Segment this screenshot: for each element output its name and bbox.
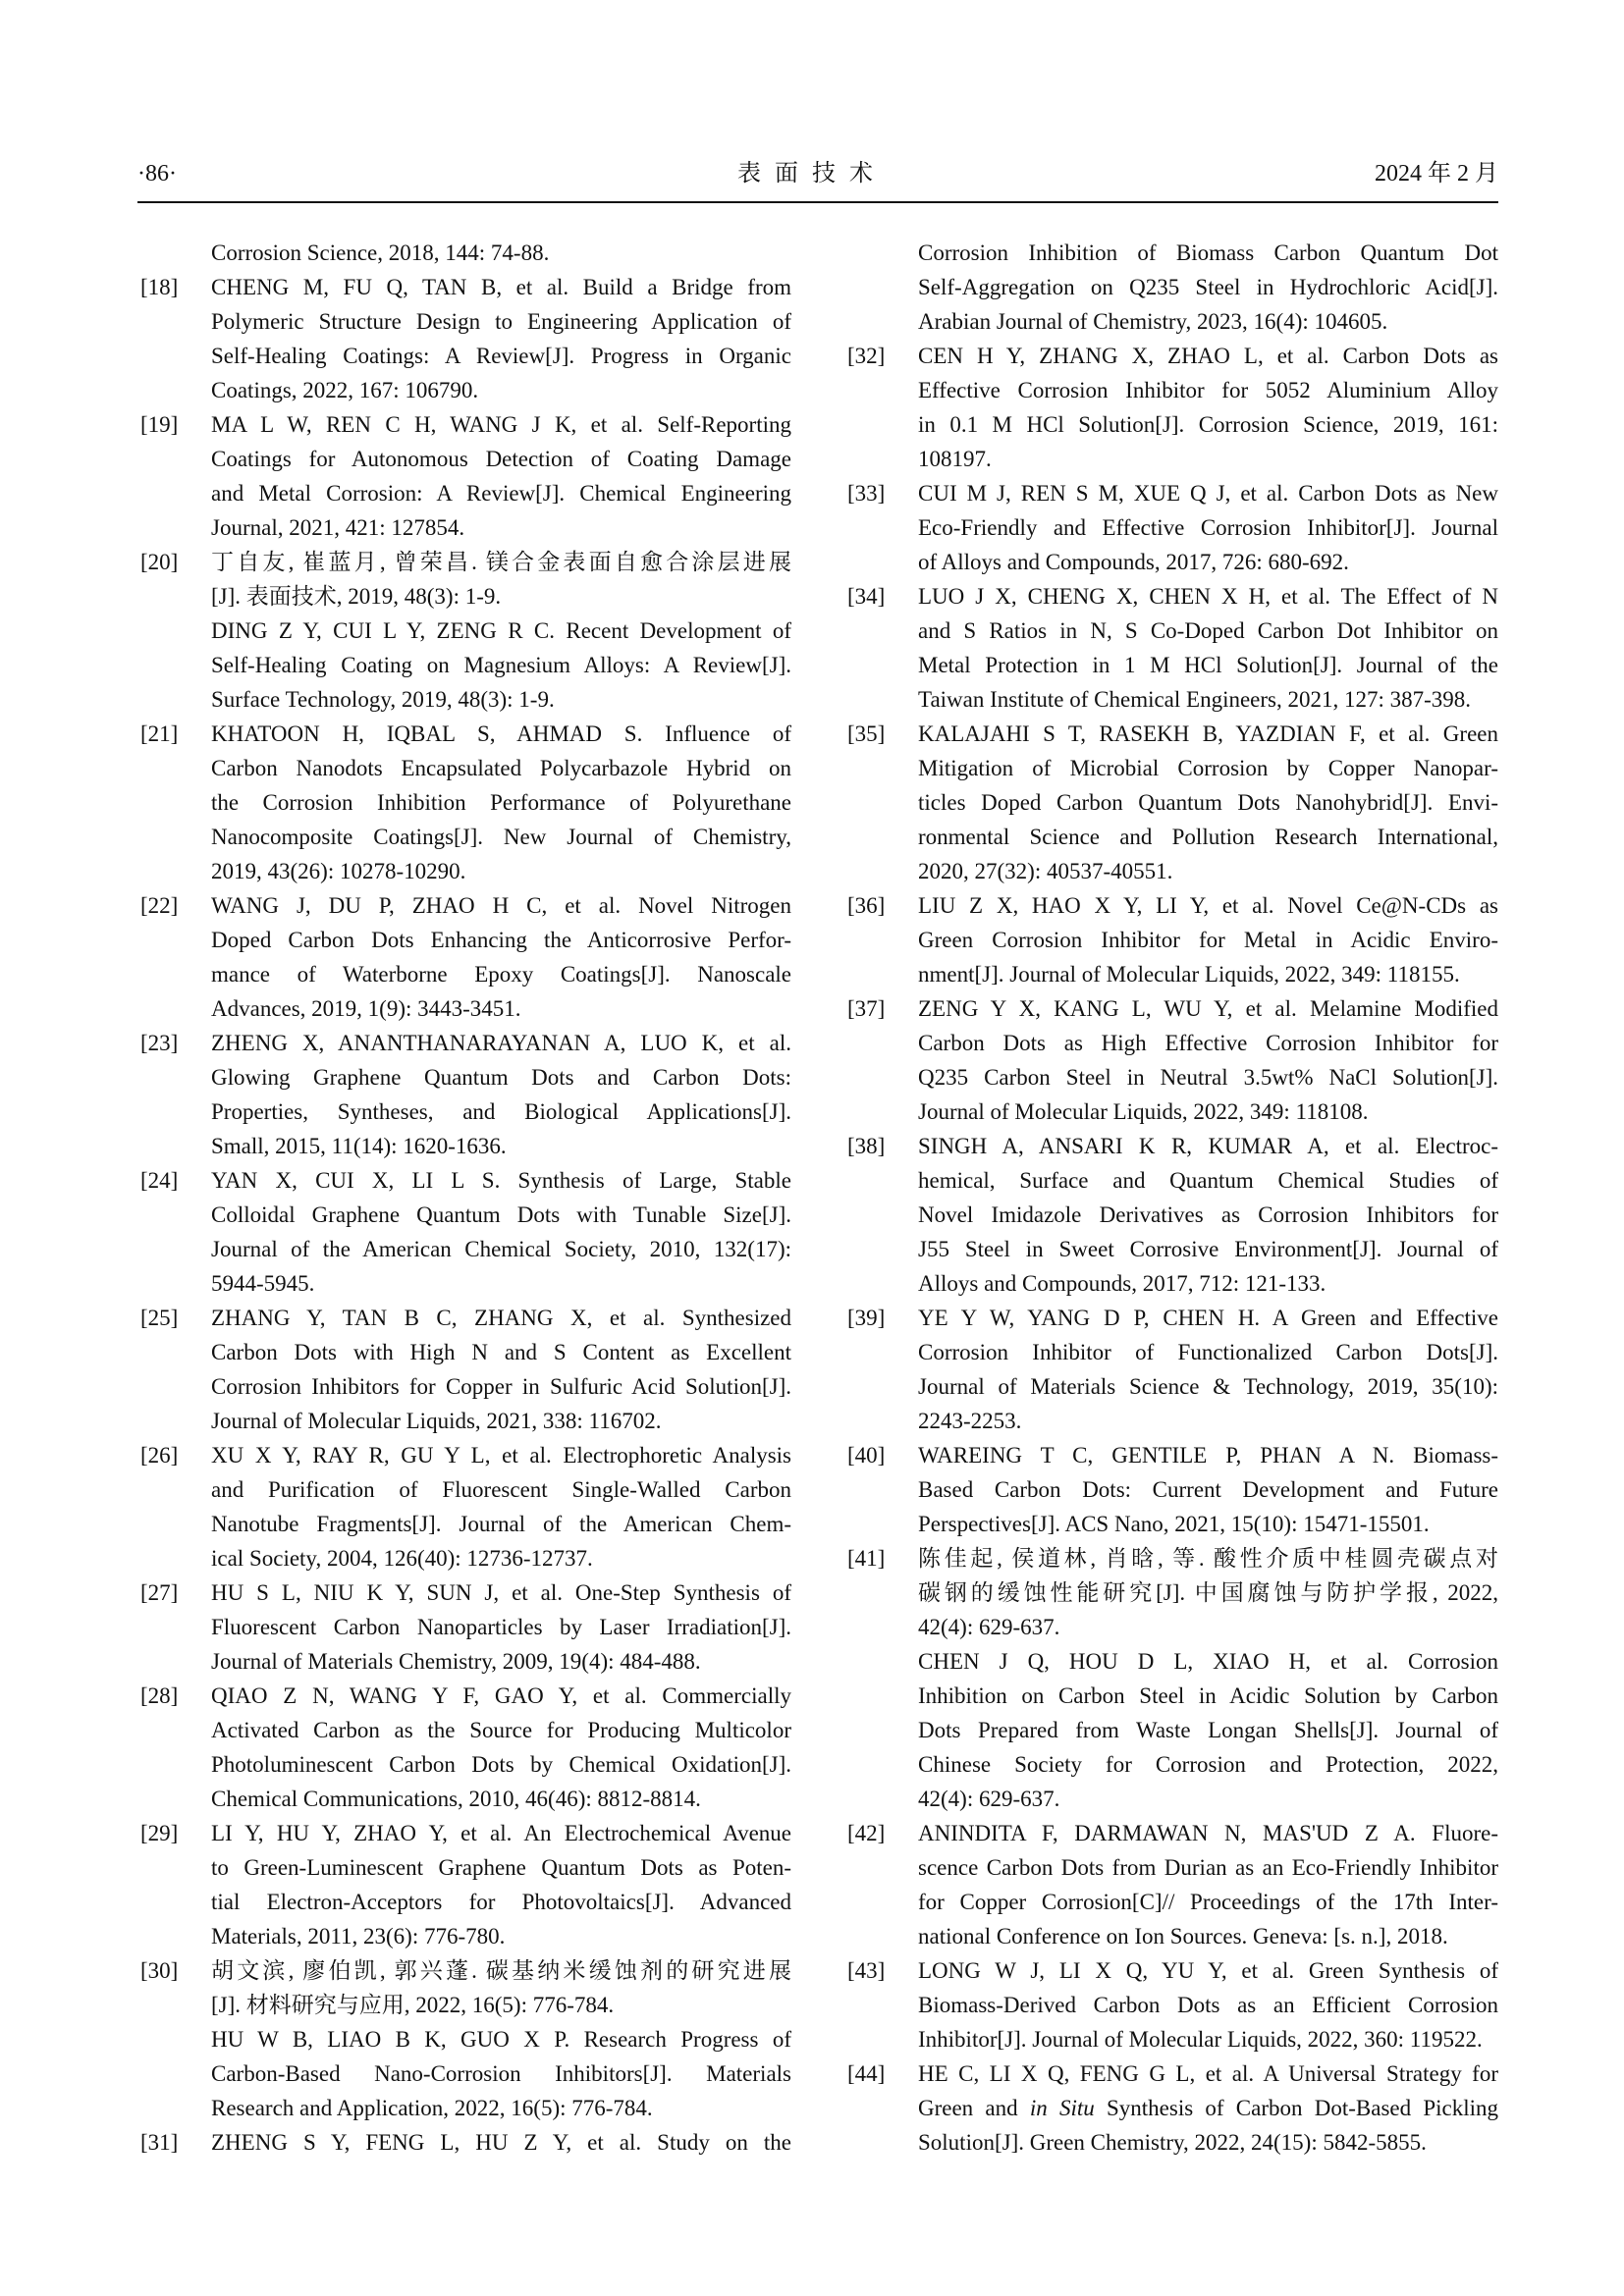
reference-number: [27]: [140, 1580, 179, 1605]
reference-line: of Alloys and Compounds, 2017, 726: 680-692.: [918, 550, 1349, 574]
reference-number: [38]: [847, 1134, 886, 1158]
issue-date: 2024 年 2 月: [1375, 161, 1498, 187]
reference-line: Coatings, 2022, 167: 106790.: [211, 378, 479, 402]
reference-line: 丁自友, 崔蓝月, 曾荣昌. 镁合金表面自愈合涂层进展: [211, 550, 791, 574]
reference-line: Corrosion Inhibitors for Copper in Sulfuric Acid Solution[J].: [211, 1374, 791, 1399]
reference-number: [22]: [140, 893, 179, 918]
reference-number: [25]: [140, 1306, 179, 1330]
reference-entry: [140, 717, 791, 888]
reference-line: Small, 2015, 11(14): 1620-1636.: [211, 1134, 507, 1158]
reference-line: national Conference on Ion Sources. Geneva: [s. n.], 2018.: [918, 1924, 1448, 1949]
reference-entry: [847, 717, 1498, 888]
reference-entry: [140, 236, 791, 270]
reference-line: Effective Corrosion Inhibitor for 5052 Aluminium Alloy: [918, 378, 1498, 402]
reference-line: HU W B, LIAO B K, GUO X P. Research Progress of: [211, 2027, 791, 2052]
reference-number: [40]: [847, 1443, 886, 1468]
reference-number: [28]: [140, 1683, 179, 1708]
reference-line: Journal, 2021, 421: 127854.: [211, 515, 465, 540]
reference-entry: [847, 579, 1498, 717]
reference-line: XU X Y, RAY R, GU Y L, et al. Electrophoretic Analysis: [211, 1443, 791, 1468]
reference-line: HE C, LI X Q, FENG G L, et al. A Universal Strategy for: [918, 2061, 1498, 2086]
page-number: ·86·: [137, 161, 177, 187]
reference-line: LI Y, HU Y, ZHAO Y, et al. An Electrochemical Avenue: [211, 1821, 791, 1845]
reference-line: Advances, 2019, 1(9): 3443-3451.: [211, 996, 521, 1021]
reference-line: QIAO Z N, WANG Y F, GAO Y, et al. Commercially: [211, 1683, 791, 1708]
header-rule: [137, 201, 1498, 203]
reference-number: [41]: [847, 1546, 886, 1571]
reference-line: for Copper Corrosion[C]// Proceedings of the 17th Inter-: [918, 1890, 1498, 1914]
reference-line: LUO J X, CHENG X, CHEN X H, et al. The Effect of N: [918, 584, 1498, 609]
reference-line: WANG J, DU P, ZHAO H C, et al. Novel Nitrogen: [211, 893, 791, 918]
reference-line: 42(4): 629-637.: [918, 1615, 1060, 1639]
reference-number: [19]: [140, 412, 179, 437]
reference-line: Dots Prepared from Waste Longan Shells[J]. Journal of: [918, 1718, 1498, 1742]
reference-number: [30]: [140, 1958, 179, 1983]
reference-entry: [847, 888, 1498, 991]
reference-line: Self-Healing Coating on Magnesium Alloys: A Review[J].: [211, 653, 791, 677]
reference-line: in 0.1 M HCl Solution[J]. Corrosion Science, 2019, 161:: [918, 412, 1498, 437]
reference-line: and Purification of Fluorescent Single-Walled Carbon: [211, 1477, 791, 1502]
reference-line: Chemical Communications, 2010, 46(46): 8812-8814.: [211, 1787, 701, 1811]
reference-number: [33]: [847, 481, 886, 506]
reference-line: Carbon Dots with High N and S Content as Excellent: [211, 1340, 791, 1364]
reference-line: Corrosion Inhibition of Biomass Carbon Quantum Dot: [918, 240, 1498, 265]
reference-line: YE Y W, YANG D P, CHEN H. A Green and Effective: [918, 1306, 1498, 1330]
reference-line: and S Ratios in N, S Co-Doped Carbon Dot Inhibitor on: [918, 618, 1498, 643]
reference-line: Biomass-Derived Carbon Dots as an Efficient Corrosion: [918, 1993, 1498, 2017]
reference-line: Journal of the American Chemical Society, 2010, 132(17):: [211, 1237, 791, 1261]
reference-entry: [140, 407, 791, 545]
reference-line: CEN H Y, ZHANG X, ZHAO L, et al. Carbon Dots as: [918, 344, 1498, 368]
reference-line: Solution[J]. Green Chemistry, 2022, 24(15): 5842-5855.: [918, 2130, 1427, 2155]
reference-line: nment[J]. Journal of Molecular Liquids, 2022, 349: 118155.: [918, 962, 1460, 987]
reference-line: 2020, 27(32): 40537-40551.: [918, 859, 1173, 883]
reference-line: ZHANG Y, TAN B C, ZHANG X, et al. Synthesized: [211, 1306, 791, 1330]
reference-line: Journal of Materials Chemistry, 2009, 19(4): 484-488.: [211, 1649, 701, 1674]
reference-entry: [140, 1953, 791, 2125]
reference-line: 2019, 43(26): 10278-10290.: [211, 859, 466, 883]
reference-line: Based Carbon Dots: Current Development and Future: [918, 1477, 1498, 1502]
reference-line: Corrosion Inhibitor of Functionalized Carbon Dots[J].: [918, 1340, 1498, 1364]
reference-entry: [140, 1679, 791, 1816]
reference-line: CUI M J, REN S M, XUE Q J, et al. Carbon Dots as New: [918, 481, 1498, 506]
reference-line: hemical, Surface and Quantum Chemical Studies of: [918, 1168, 1498, 1193]
reference-line: LONG W J, LI X Q, YU Y, et al. Green Synthesis of: [918, 1958, 1498, 1983]
reference-line: Arabian Journal of Chemistry, 2023, 16(4): 104605.: [918, 309, 1388, 334]
reference-line: ZENG Y X, KANG L, WU Y, et al. Melamine Modified: [918, 996, 1498, 1021]
reference-line: [J]. 材料研究与应用, 2022, 16(5): 776-784.: [211, 1993, 615, 2017]
reference-entry: [847, 991, 1498, 1129]
reference-line: MA L W, REN C H, WANG J K, et al. Self-Reporting: [211, 412, 791, 437]
reference-entry: [847, 476, 1498, 579]
references-column-left: [140, 236, 791, 2160]
reference-line: J55 Steel in Sweet Corrosive Environment[J]. Journal of: [918, 1237, 1498, 1261]
reference-line: Photoluminescent Carbon Dots by Chemical Oxidation[J].: [211, 1752, 791, 1777]
reference-entry: [140, 270, 791, 407]
reference-line: ronmental Science and Pollution Research International,: [918, 825, 1498, 849]
reference-number: [44]: [847, 2061, 886, 2086]
reference-line: Self-Aggregation on Q235 Steel in Hydrochloric Acid[J].: [918, 275, 1498, 299]
reference-entry: [847, 1301, 1498, 1438]
reference-line: Taiwan Institute of Chemical Engineers, 2021, 127: 387-398.: [918, 687, 1472, 712]
reference-line: 108197.: [918, 447, 992, 471]
reference-line: Carbon Dots as High Effective Corrosion Inhibitor for: [918, 1031, 1498, 1055]
reference-line: 陈佳起, 侯道林, 肖晗, 等. 酸性介质中桂圆壳碳点对: [918, 1546, 1498, 1571]
reference-text: Green and: [918, 2096, 1030, 2120]
reference-line: LIU Z X, HAO X Y, LI Y, et al. Novel Ce@N-CDs as: [918, 893, 1498, 918]
reference-number: [31]: [140, 2130, 179, 2155]
reference-line: [918, 2091, 1498, 2125]
reference-line: Journal of Materials Science & Technology, 2019, 35(10):: [918, 1374, 1498, 1399]
reference-entry: [847, 1953, 1498, 2056]
italic-text: in Situ: [1029, 2096, 1095, 2120]
reference-line: Eco-Friendly and Effective Corrosion Inhibitor[J]. Journal: [918, 515, 1498, 540]
reference-line: SINGH A, ANSARI K R, KUMAR A, et al. Electroc-: [918, 1134, 1498, 1158]
reference-line: Materials, 2011, 23(6): 776-780.: [211, 1924, 506, 1949]
reference-line: 2243-2253.: [918, 1409, 1022, 1433]
reference-line: Polymeric Structure Design to Engineering Application of: [211, 309, 791, 334]
reference-line: 碳钢的缓蚀性能研究[J]. 中国腐蚀与防护学报, 2022,: [918, 1580, 1498, 1605]
reference-line: Carbon Nanodots Encapsulated Polycarbazole Hybrid on: [211, 756, 791, 780]
reference-line: YAN X, CUI X, LI L S. Synthesis of Large, Stable: [211, 1168, 791, 1193]
reference-line: Inhibitor[J]. Journal of Molecular Liquids, 2022, 360: 119522.: [918, 2027, 1483, 2052]
reference-number: [26]: [140, 1443, 179, 1468]
reference-line: Carbon-Based Nano-Corrosion Inhibitors[J]. Materials: [211, 2061, 791, 2086]
reference-entry: [140, 1438, 791, 1575]
reference-number: [35]: [847, 721, 886, 746]
reference-line: ticles Doped Carbon Quantum Dots Nanohybrid[J]. Envi-: [918, 790, 1498, 815]
journal-title: 表面技术: [737, 161, 887, 187]
reference-number: [32]: [847, 344, 886, 368]
reference-line: Self-Healing Coatings: A Review[J]. Progress in Organic: [211, 344, 791, 368]
reference-entry: [847, 1816, 1498, 1953]
reference-line: tial Electron-Acceptors for Photovoltaics[J]. Advanced: [211, 1890, 791, 1914]
reference-number: [42]: [847, 1821, 886, 1845]
reference-line: ZHENG S Y, FENG L, HU Z Y, et al. Study on the: [211, 2130, 791, 2155]
reference-line: Journal of Molecular Liquids, 2022, 349: 118108.: [918, 1099, 1369, 1124]
reference-line: the Corrosion Inhibition Performance of Polyurethane: [211, 790, 791, 815]
reference-line: 42(4): 629-637.: [918, 1787, 1060, 1811]
reference-line: KHATOON H, IQBAL S, AHMAD S. Influence of: [211, 721, 791, 746]
reference-entry: [847, 339, 1498, 476]
reference-line: Nanotube Fragments[J]. Journal of the American Chem-: [211, 1512, 791, 1536]
reference-entry: [140, 545, 791, 717]
reference-number: [23]: [140, 1031, 179, 1055]
reference-line: Fluorescent Carbon Nanoparticles by Laser Irradiation[J].: [211, 1615, 791, 1639]
reference-line: Novel Imidazole Derivatives as Corrosion Inhibitors for: [918, 1202, 1498, 1227]
reference-line: CHENG M, FU Q, TAN B, et al. Build a Bridge from: [211, 275, 791, 299]
reference-line: Q235 Carbon Steel in Neutral 3.5wt% NaCl Solution[J].: [918, 1065, 1498, 1090]
reference-line: mance of Waterborne Epoxy Coatings[J]. Nanoscale: [211, 962, 791, 987]
reference-entry: [140, 1163, 791, 1301]
reference-line: Inhibition on Carbon Steel in Acidic Solution by Carbon: [918, 1683, 1498, 1708]
reference-line: Corrosion Science, 2018, 144: 74-88.: [211, 240, 550, 265]
reference-number: [20]: [140, 550, 179, 574]
reference-line: ANINDITA F, DARMAWAN N, MAS'UD Z A. Fluore-: [918, 1821, 1498, 1845]
reference-entry: [847, 1129, 1498, 1301]
reference-line: [J]. 表面技术, 2019, 48(3): 1-9.: [211, 584, 502, 609]
reference-line: Mitigation of Microbial Corrosion by Copper Nanopar-: [918, 756, 1498, 780]
reference-line: Doped Carbon Dots Enhancing the Anticorrosive Perfor-: [211, 928, 791, 952]
reference-entry: [140, 2125, 791, 2160]
reference-number: [36]: [847, 893, 886, 918]
reference-line: Surface Technology, 2019, 48(3): 1-9.: [211, 687, 555, 712]
reference-line: WAREING T C, GENTILE P, PHAN A N. Biomass-: [918, 1443, 1498, 1468]
reference-entry: [140, 888, 791, 1026]
reference-line: Alloys and Compounds, 2017, 712: 121-133.: [918, 1271, 1326, 1296]
reference-number: [34]: [847, 584, 886, 609]
reference-entry: [847, 1541, 1498, 1816]
reference-line: Glowing Graphene Quantum Dots and Carbon Dots:: [211, 1065, 791, 1090]
reference-number: [29]: [140, 1821, 179, 1845]
reference-entry: [847, 1438, 1498, 1541]
reference-entry: [847, 2056, 1498, 2160]
reference-line: Research and Application, 2022, 16(5): 776-784.: [211, 2096, 653, 2120]
reference-entry: [140, 1301, 791, 1438]
reference-line: ical Society, 2004, 126(40): 12736-12737.: [211, 1546, 593, 1571]
reference-line: scence Carbon Dots from Durian as an Eco-Friendly Inhibitor: [918, 1855, 1498, 1880]
reference-line: Green Corrosion Inhibitor for Metal in Acidic Enviro-: [918, 928, 1498, 952]
reference-entry: [140, 1026, 791, 1163]
reference-number: [39]: [847, 1306, 886, 1330]
references-column-right: [847, 236, 1498, 2160]
reference-line: HU S L, NIU K Y, SUN J, et al. One-Step Synthesis of: [211, 1580, 791, 1605]
reference-line: ZHENG X, ANANTHANARAYANAN A, LUO K, et al.: [211, 1031, 791, 1055]
reference-line: Colloidal Graphene Quantum Dots with Tunable Size[J].: [211, 1202, 791, 1227]
reference-number: [24]: [140, 1168, 179, 1193]
reference-line: Activated Carbon as the Source for Producing Multicolor: [211, 1718, 791, 1742]
reference-entry: [140, 1816, 791, 1953]
reference-line: Metal Protection in 1 M HCl Solution[J]. Journal of the: [918, 653, 1498, 677]
reference-entry: [140, 1575, 791, 1679]
reference-line: CHEN J Q, HOU D L, XIAO H, et al. Corrosion: [918, 1649, 1498, 1674]
reference-line: Nanocomposite Coatings[J]. New Journal of Chemistry,: [211, 825, 791, 849]
reference-line: Properties, Syntheses, and Biological Applications[J].: [211, 1099, 791, 1124]
reference-line: to Green-Luminescent Graphene Quantum Dots as Poten-: [211, 1855, 791, 1880]
reference-entry: [847, 236, 1498, 339]
reference-number: [18]: [140, 275, 179, 299]
reference-line: Chinese Society for Corrosion and Protection, 2022,: [918, 1752, 1498, 1777]
reference-line: Coatings for Autonomous Detection of Coating Damage: [211, 447, 791, 471]
reference-number: [43]: [847, 1958, 886, 1983]
reference-number: [21]: [140, 721, 179, 746]
reference-line: Perspectives[J]. ACS Nano, 2021, 15(10): 15471-15501.: [918, 1512, 1430, 1536]
reference-line: 5944-5945.: [211, 1271, 315, 1296]
reference-line: and Metal Corrosion: A Review[J]. Chemical Engineering: [211, 481, 791, 506]
reference-number: [37]: [847, 996, 886, 1021]
reference-line: 胡文滨, 廖伯凯, 郭兴蓬. 碳基纳米缓蚀剂的研究进展: [211, 1958, 791, 1983]
reference-text: Synthesis of Carbon Dot-Based Pickling: [1094, 2096, 1498, 2120]
reference-line: Journal of Molecular Liquids, 2021, 338: 116702.: [211, 1409, 662, 1433]
reference-line: KALAJAHI S T, RASEKH B, YAZDIAN F, et al. Green: [918, 721, 1498, 746]
reference-line: DING Z Y, CUI L Y, ZENG R C. Recent Development of: [211, 618, 791, 643]
